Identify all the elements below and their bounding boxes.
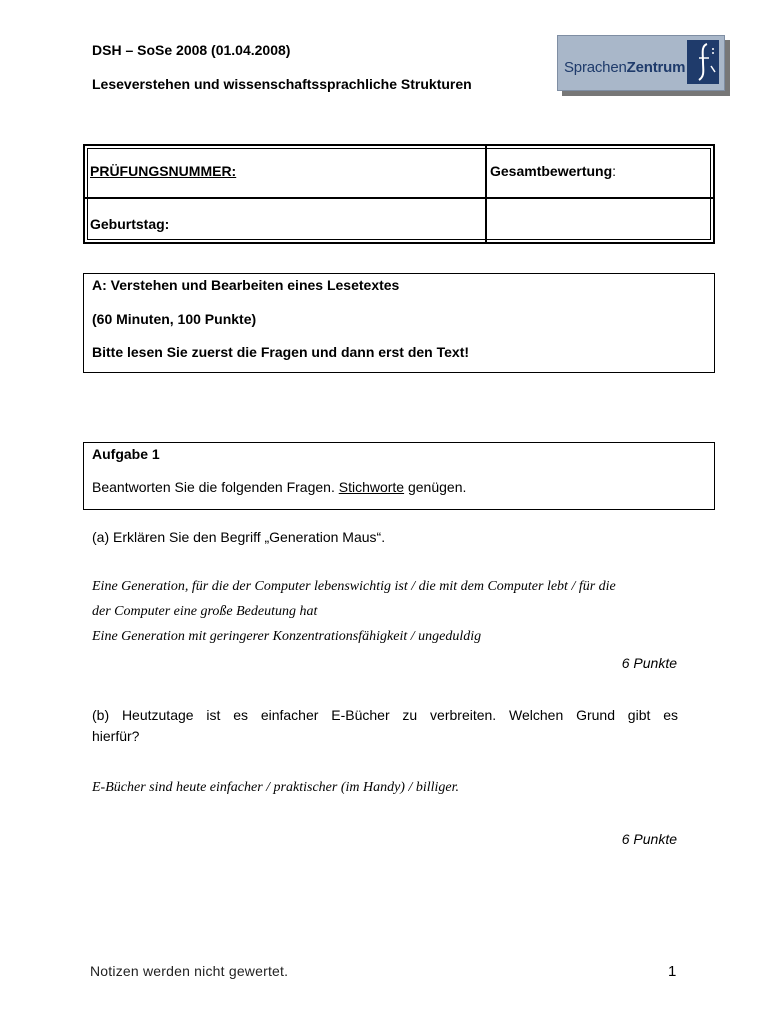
table-divider-horizontal <box>85 197 713 199</box>
section-a-box <box>83 273 715 373</box>
footer-note: Notizen werden nicht gewertet. <box>90 963 289 979</box>
exam-header-subtitle: Leseverstehen und wissenschaftssprachliche Strukturen <box>92 76 472 92</box>
gesamtbewertung-label: Gesamtbewertung: <box>490 163 617 179</box>
question-b-line1: (b) Heutzutage ist es einfacher E-Bücher zu verbreiten. Welchen Grund gibt es <box>92 707 678 723</box>
logo-mark-icon <box>687 40 719 84</box>
candidate-info-table <box>83 144 715 244</box>
answer-a-line1: Eine Generation, für die der Computer lebenswichtig ist / die mit dem Computer lebt / für die <box>92 579 616 594</box>
table-divider-vertical <box>485 146 487 242</box>
question-a: (a) Erklären Sie den Begriff „Generation Maus“. <box>92 529 386 545</box>
exam-header-title: DSH – SoSe 2008 (01.04.2008) <box>92 42 291 58</box>
answer-a-line2: der Computer eine große Bedeutung hat <box>92 604 318 619</box>
section-a-instruction: Bitte lesen Sie zuerst die Fragen und dann erst den Text! <box>92 344 470 360</box>
section-a-duration: (60 Minuten, 100 Punkte) <box>92 311 257 327</box>
logo-text: SprachenZentrum <box>564 59 686 76</box>
answer-b: E-Bücher sind heute einfacher / praktischer (im Handy) / billiger. <box>92 780 460 795</box>
sprachenzentrum-logo <box>557 35 725 91</box>
points-b: 6 Punkte <box>621 831 677 847</box>
geburtstag-label: Geburtstag: <box>90 216 170 232</box>
points-a: 6 Punkte <box>621 655 677 671</box>
answer-a-line3: Eine Generation mit geringerer Konzentrationsfähigkeit / ungeduldig <box>92 629 482 644</box>
aufgabe-1-box <box>83 442 715 510</box>
section-a-title: A: Verstehen und Bearbeiten eines Lesetextes <box>92 277 400 293</box>
pruefungsnummer-label: PRÜFUNGSNUMMER: <box>90 163 237 179</box>
aufgabe-1-instruction: Beantworten Sie die folgenden Fragen. Stichworte genügen. <box>92 479 467 495</box>
aufgabe-1-title: Aufgabe 1 <box>92 446 160 462</box>
page-number: 1 <box>668 963 677 980</box>
question-b-line2: hierfür? <box>92 728 140 744</box>
